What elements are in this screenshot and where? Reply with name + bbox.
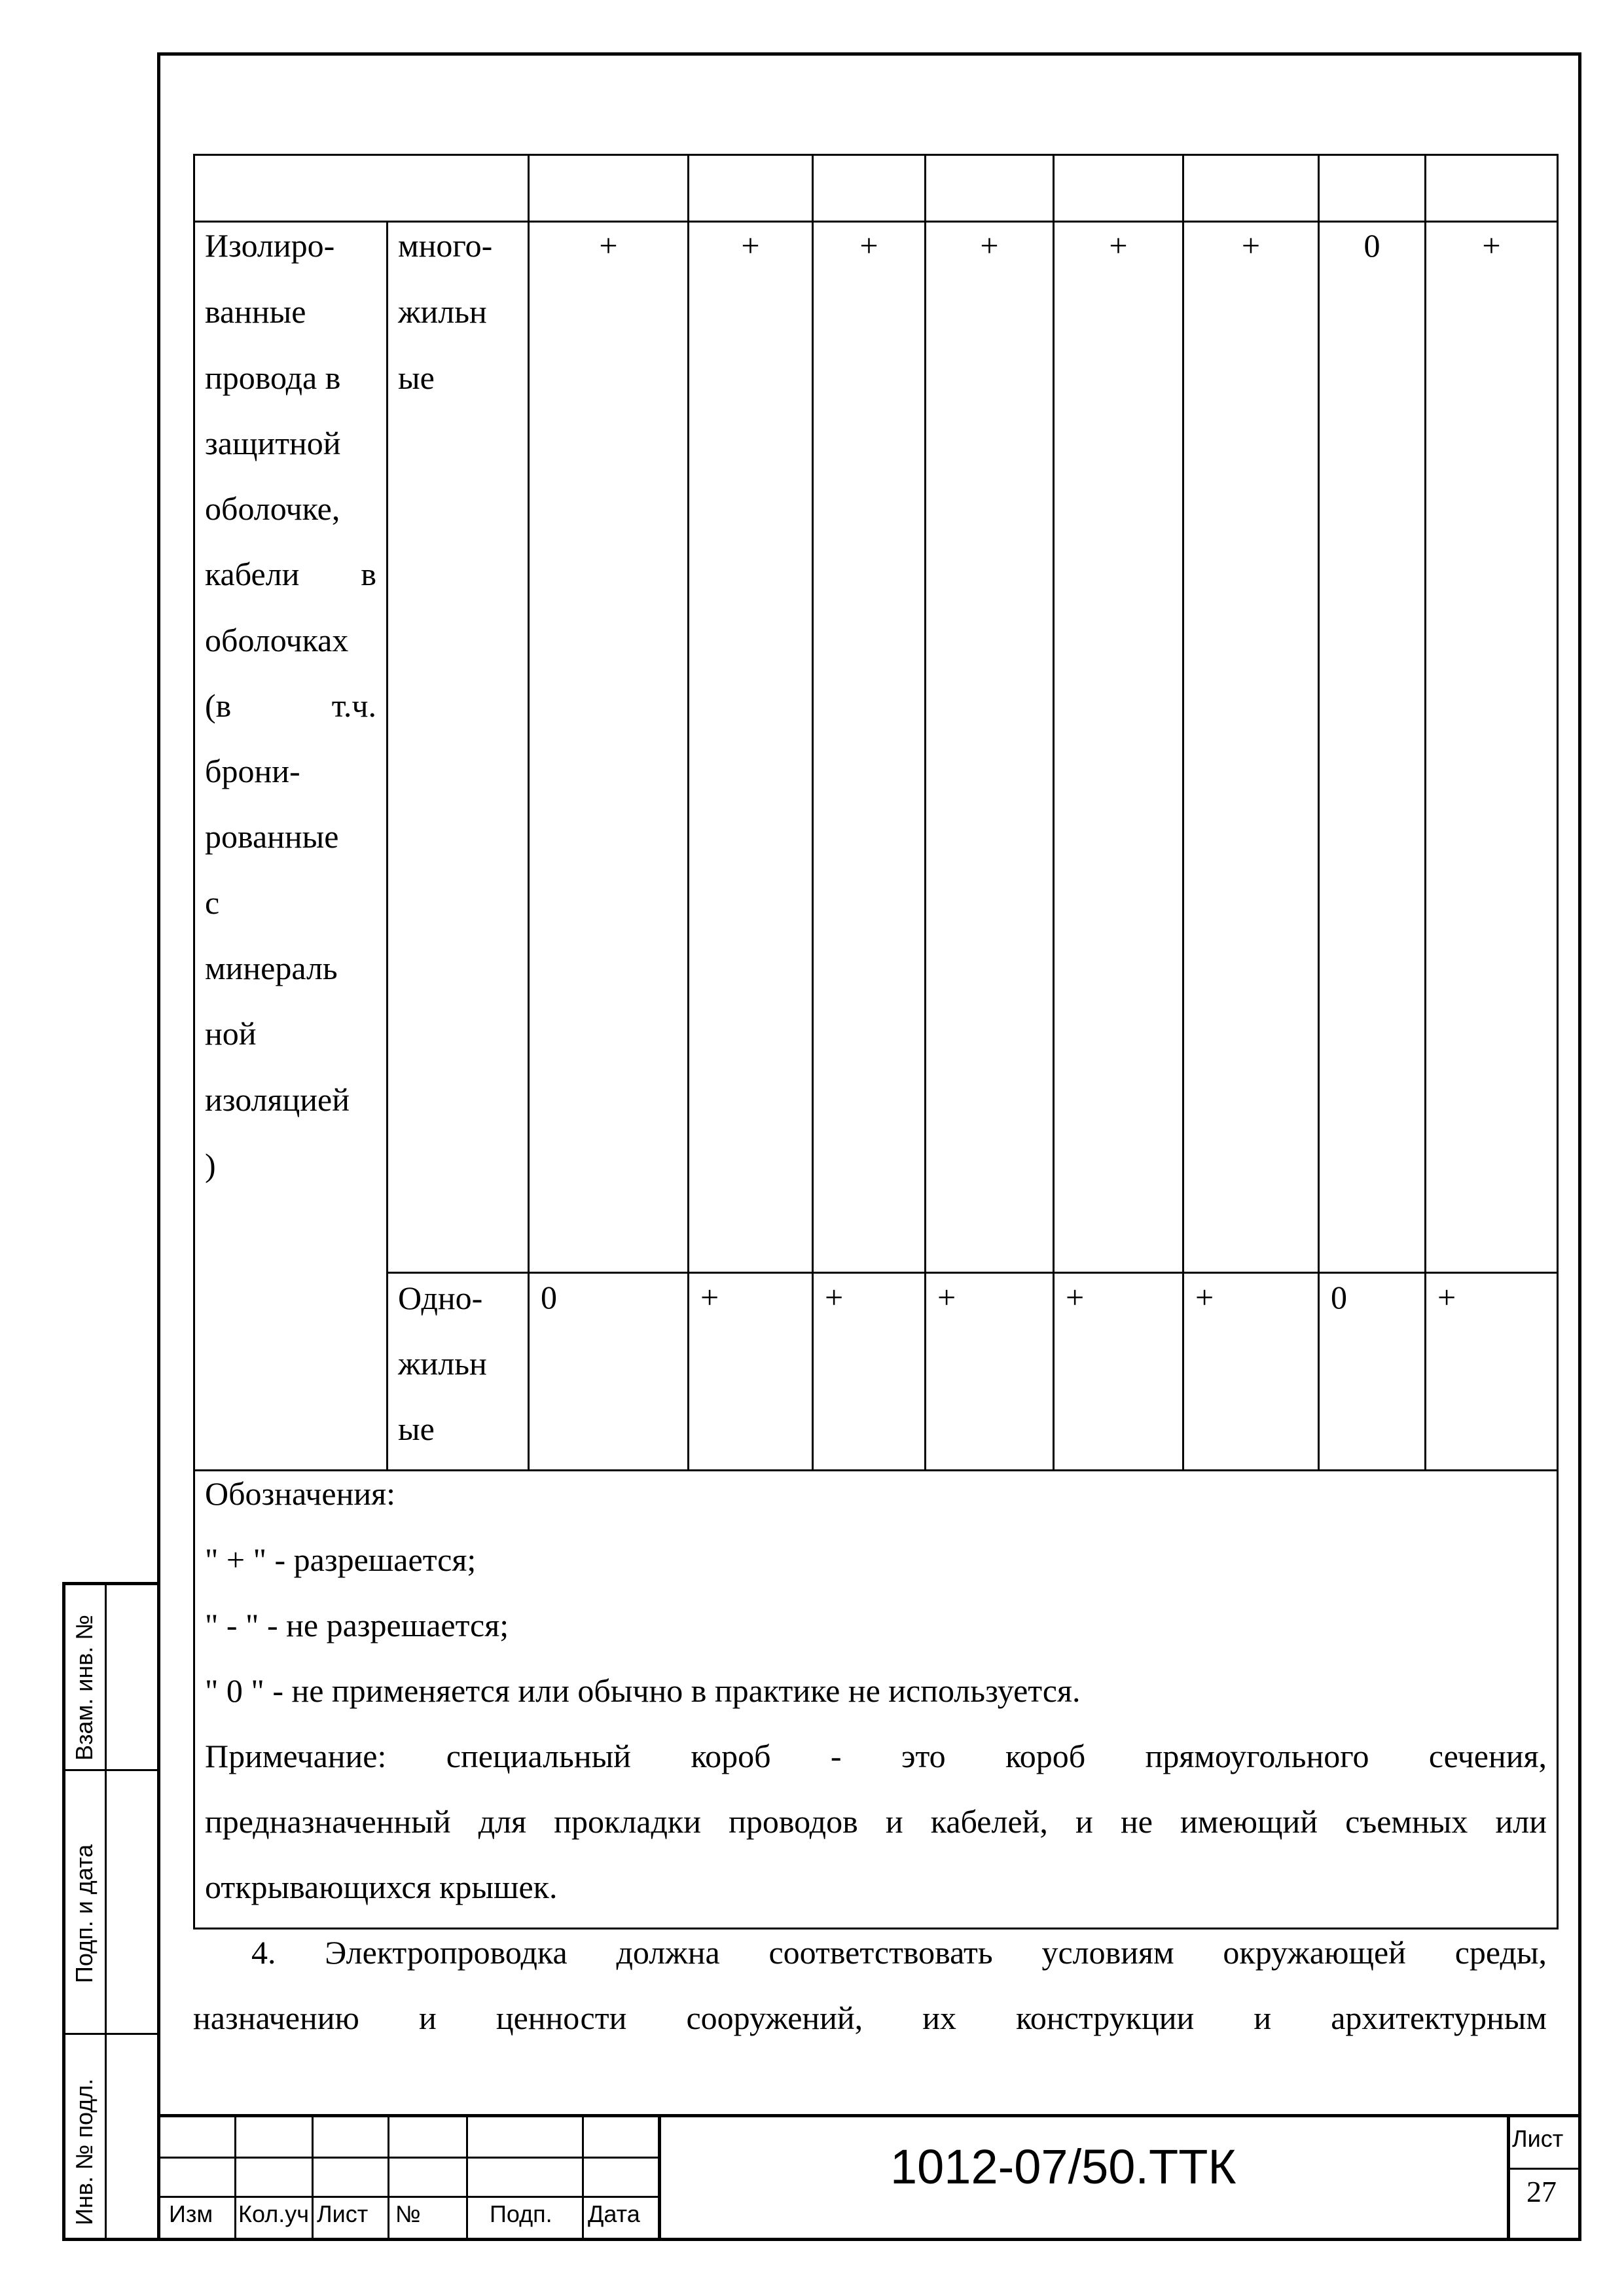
table-cell: + <box>741 227 760 264</box>
group-label-line: оболочках <box>205 622 349 658</box>
group-label-word: (в <box>205 687 232 724</box>
row-type-line: Одно- <box>398 1280 483 1316</box>
sheet-number: 27 <box>1526 2175 1557 2208</box>
group-label-line: рованные <box>205 818 339 855</box>
legend-item: " 0 " - не применяется или обычно в практике не используется. <box>205 1672 1081 1709</box>
table-cell: + <box>859 227 878 264</box>
table-cell: + <box>825 1279 844 1316</box>
group-label-line: брони- <box>205 753 300 789</box>
group-label-line: ной <box>205 1015 257 1052</box>
table-cell: + <box>700 1279 719 1316</box>
sidebar-label: Взам. инв. № <box>71 1614 98 1761</box>
table-cell: + <box>1066 1279 1085 1316</box>
group-label-word: в <box>361 556 376 592</box>
paragraph-line: 4. Электропроводка должна соответствовать условиям окружающей среды, <box>251 1934 1547 1971</box>
group-label-line: с <box>205 884 220 921</box>
title-block-header: Лист <box>317 2200 369 2227</box>
group-label-word: кабели <box>205 556 300 592</box>
table-cell: 0 <box>1363 227 1380 264</box>
group-label-line: Изолиро- <box>205 227 335 264</box>
table-cell: + <box>1109 227 1128 264</box>
sidebar-label: Инв. № подл. <box>71 2078 98 2225</box>
row-type-line: жильн <box>398 293 487 330</box>
row-type-line: жильн <box>398 1345 487 1382</box>
legend-item: " - " - не разрешается; <box>205 1607 509 1643</box>
title-block-header: Изм <box>169 2200 213 2227</box>
table-cell: + <box>937 1279 956 1316</box>
legend-note-line: предназначенный для прокладки проводов и кабелей, и не имеющий съемных или <box>205 1803 1547 1840</box>
table-cell: 0 <box>1331 1279 1347 1316</box>
row-type-line: ые <box>398 359 435 396</box>
title-block-header: № <box>395 2200 421 2227</box>
legend-item: " + " - разрешается; <box>205 1541 477 1578</box>
table-cell: + <box>1195 1279 1214 1316</box>
row-type-line: ые <box>398 1410 435 1447</box>
sheet-label: Лист <box>1512 2125 1564 2152</box>
group-label-line: защитной <box>205 425 341 461</box>
table-cell: + <box>1437 1279 1456 1316</box>
group-label-line <box>205 541 376 607</box>
table-cell: + <box>1482 227 1501 264</box>
paragraph-line: назначению и ценности сооружений, их конструкции и архитектурным <box>193 2000 1547 2036</box>
legend-note-line: Примечание: специальный короб - это короб прямоугольного сечения, <box>205 1738 1547 1774</box>
title-block-header: Кол.уч <box>238 2200 309 2227</box>
document-code: 1012-07/50.ТТК <box>890 2140 1236 2194</box>
group-label-line: оболочке, <box>205 490 340 527</box>
group-label-line <box>205 673 376 739</box>
row-type-line: много- <box>398 227 493 264</box>
group-label-line: минераль <box>205 950 338 986</box>
table-cell: + <box>599 227 618 264</box>
table-cell: + <box>980 227 999 264</box>
sidebar-label: Подп. и дата <box>71 1844 98 1983</box>
group-label-line: изоляцией <box>205 1081 350 1118</box>
group-label-line: ) <box>205 1147 216 1183</box>
table-cell: 0 <box>541 1279 557 1316</box>
group-label-line: ванные <box>205 293 306 330</box>
table-cell: + <box>1241 227 1261 264</box>
group-label-line: провода в <box>205 359 341 396</box>
legend-title: Обозначения: <box>205 1475 395 1512</box>
title-block-header: Подп. <box>490 2200 552 2227</box>
group-label-word: т.ч. <box>331 687 376 724</box>
legend-note-line: открывающихся крышек. <box>205 1869 558 1905</box>
title-block-header: Дата <box>588 2200 640 2227</box>
